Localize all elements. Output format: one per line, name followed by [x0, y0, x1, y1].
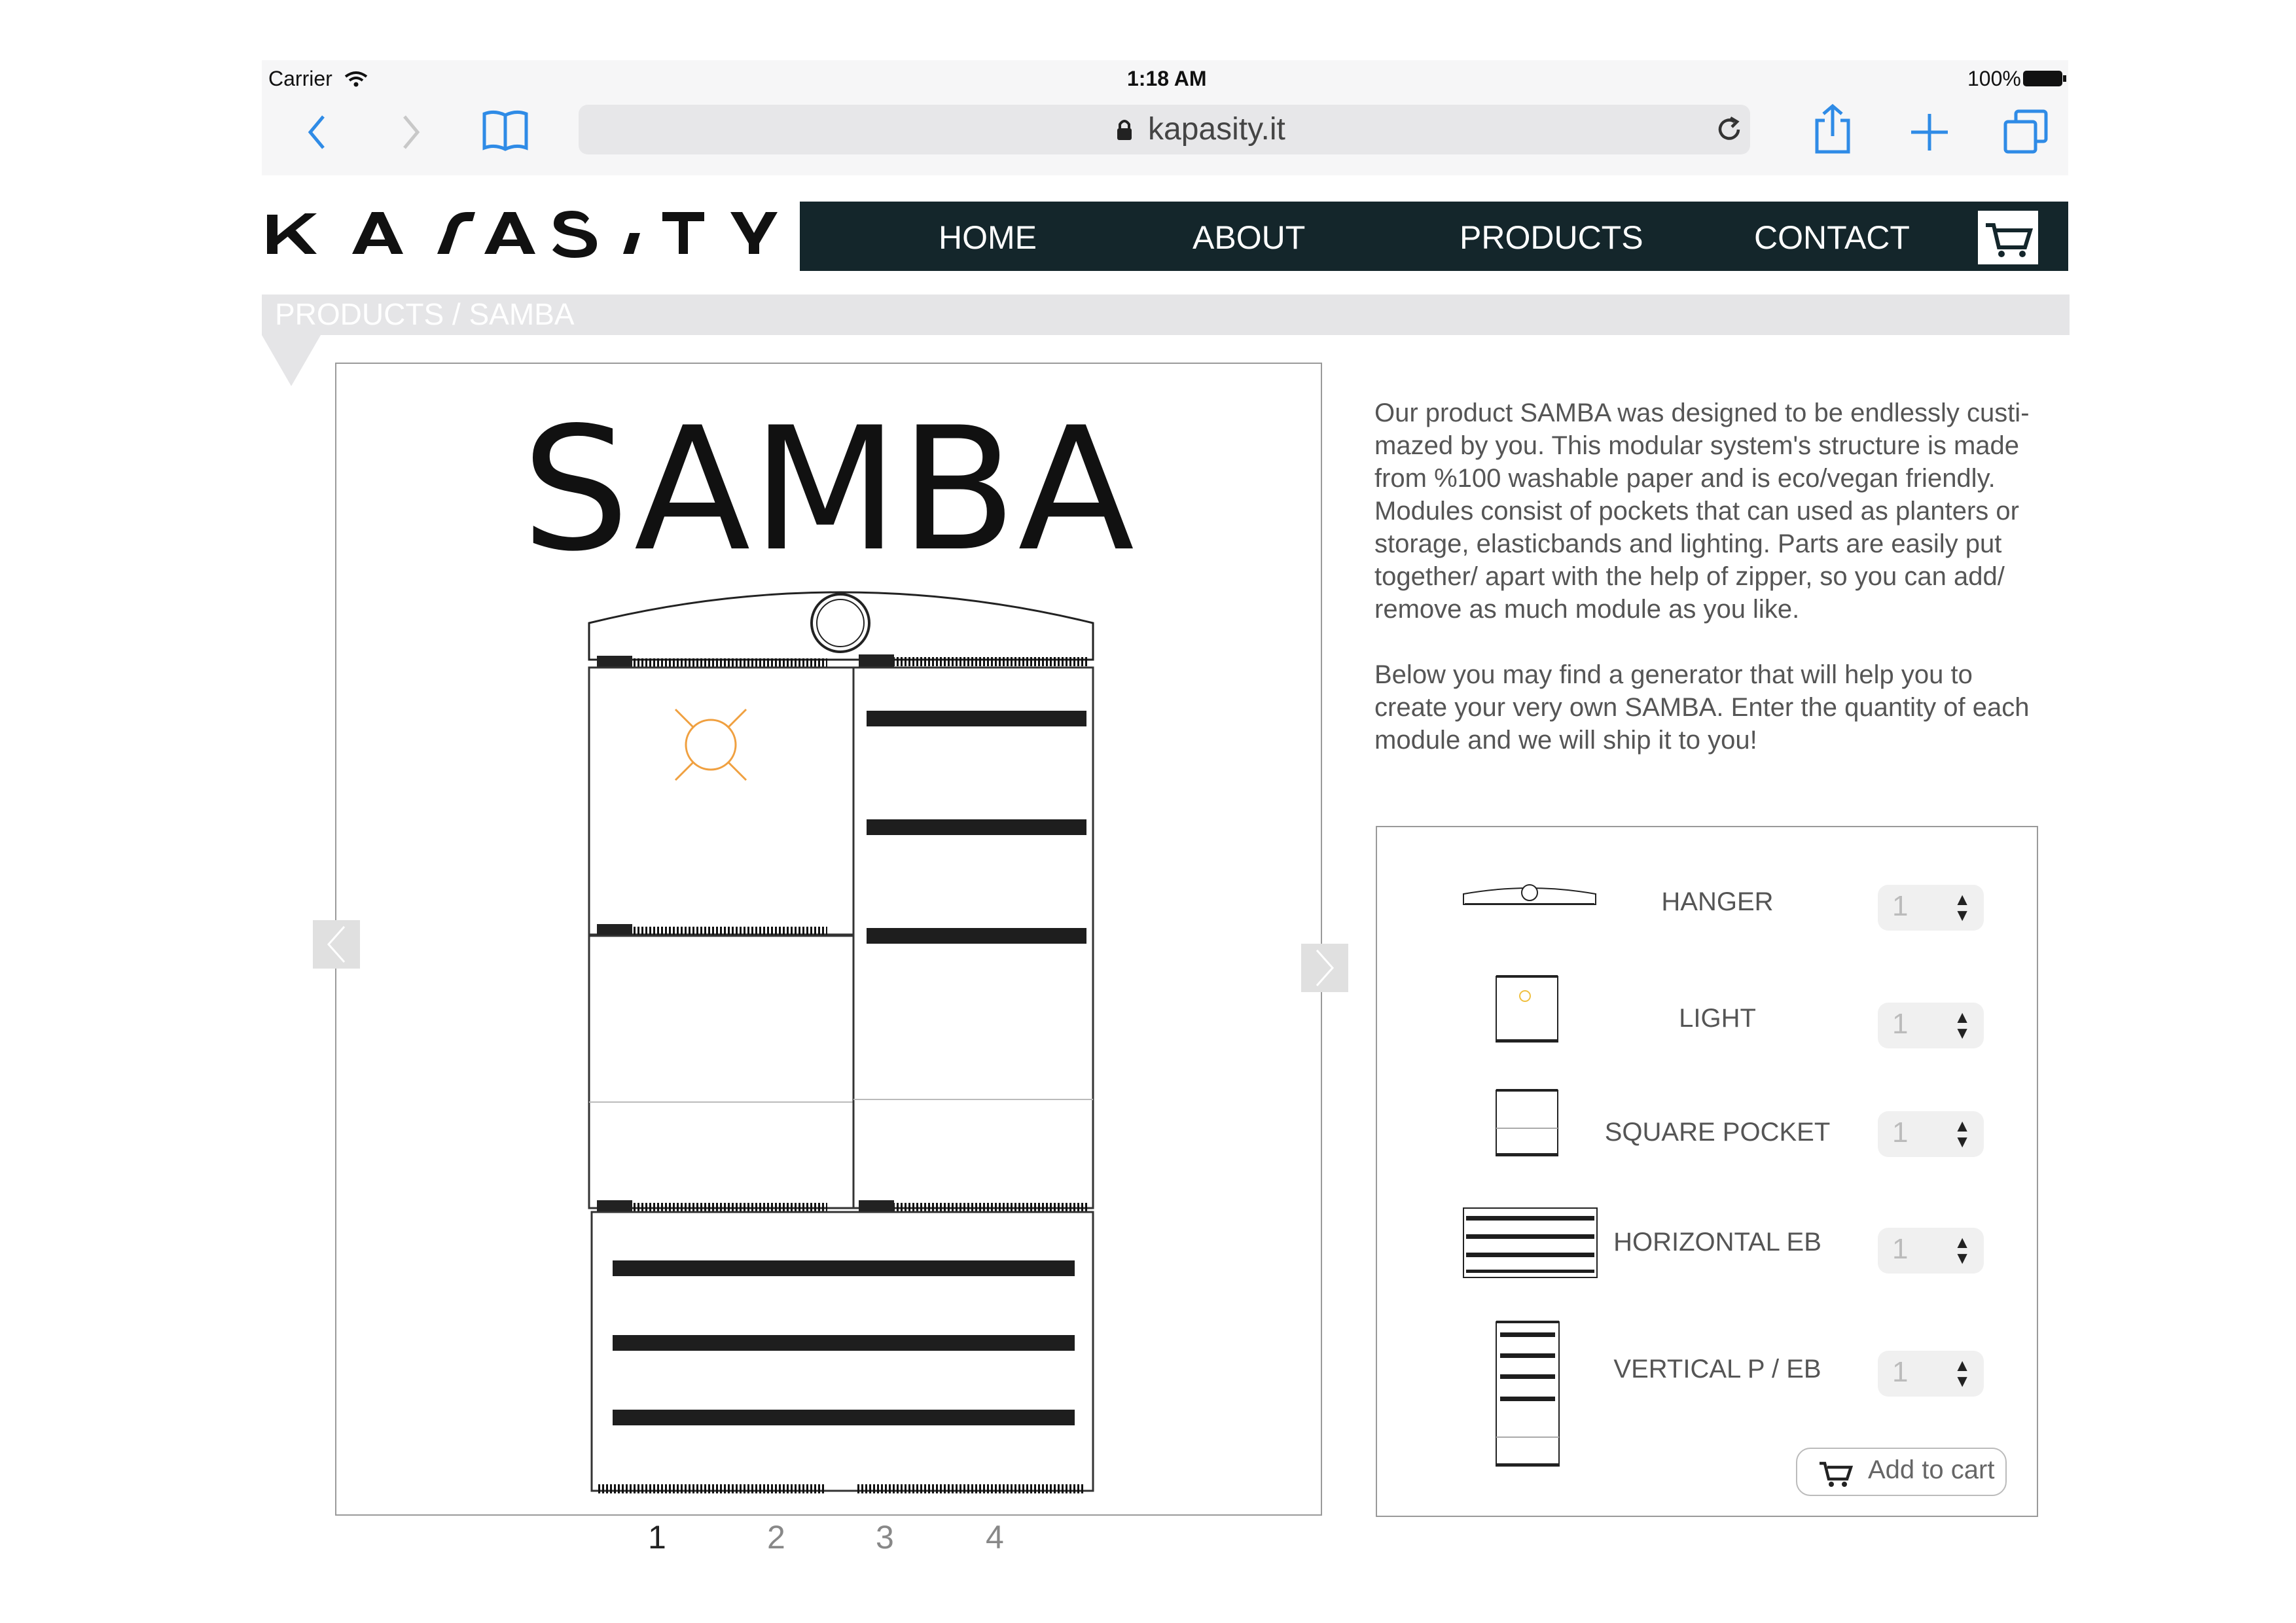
horizontal-eb-thumbnail — [1461, 1205, 1600, 1280]
main-nav — [800, 202, 2068, 271]
quantity-select-vertical-p-eb[interactable]: 1 ▲ ▼ — [1878, 1351, 1984, 1397]
logo-mark — [262, 190, 785, 262]
page-3[interactable]: 3 — [876, 1519, 894, 1556]
module-label: SQUARE POCKET — [1604, 1118, 1831, 1147]
nav-contact[interactable]: CONTACT — [1754, 219, 1910, 256]
nav-products[interactable]: PRODUCTS — [1460, 219, 1643, 256]
stepper-arrows-icon: ▲ ▼ — [1954, 1232, 1971, 1268]
breadcrumb — [262, 294, 2070, 335]
tabs-icon[interactable] — [2003, 109, 2050, 154]
page-1[interactable]: 1 — [648, 1519, 666, 1556]
clock: 1:18 AM — [1127, 67, 1207, 90]
share-icon[interactable] — [1812, 103, 1854, 154]
cart-button[interactable] — [1978, 211, 2038, 264]
chevron-left-icon — [313, 920, 360, 969]
forward-button[interactable] — [398, 113, 424, 152]
stepper-arrows-icon: ▲ ▼ — [1954, 889, 1971, 925]
new-tab-icon[interactable] — [1909, 111, 1950, 153]
chevron-right-icon — [1301, 944, 1348, 992]
module-label: VERTICAL P / EB — [1613, 1355, 1821, 1383]
quantity-select-light[interactable]: 1 ▲ ▼ — [1878, 1003, 1984, 1048]
cart-icon — [1817, 1458, 1856, 1488]
module-label: LIGHT — [1679, 1004, 1756, 1033]
breadcrumb-pointer — [262, 335, 322, 387]
prev-slide-button[interactable] — [313, 920, 360, 969]
next-slide-button[interactable] — [1301, 944, 1348, 992]
stepper-arrows-icon: ▲ ▼ — [1954, 1116, 1971, 1151]
add-to-cart-button[interactable] — [1796, 1448, 2007, 1496]
bookmarks-icon[interactable] — [482, 109, 529, 154]
module-generator — [1376, 826, 2038, 1517]
lock-icon — [1115, 118, 1134, 141]
quantity-select-horizontal-eb[interactable]: 1 ▲ ▼ — [1878, 1228, 1984, 1274]
module-label: HORIZONTAL EB — [1613, 1228, 1821, 1257]
vertical-p-eb-thumbnail — [1494, 1319, 1562, 1469]
module-label: HANGER — [1661, 887, 1774, 916]
wifi-icon — [344, 71, 368, 88]
stepper-arrows-icon: ▲ ▼ — [1954, 1007, 1971, 1043]
product-viewer — [335, 363, 1322, 1516]
quantity-select-square-pocket[interactable]: 1 ▲ ▼ — [1878, 1111, 1984, 1157]
nav-about[interactable]: ABOUT — [1193, 219, 1306, 256]
address-bar[interactable] — [579, 105, 1750, 154]
reload-icon[interactable] — [1715, 115, 1744, 144]
add-to-cart-label: Add to cart — [1868, 1455, 1995, 1484]
samba-illustration — [579, 568, 1122, 1508]
page-4[interactable]: 4 — [986, 1519, 1004, 1556]
battery-label: 100% — [1967, 67, 2021, 90]
light-thumbnail — [1494, 974, 1562, 1046]
product-title: SAMBA — [521, 391, 1136, 589]
generator-intro: Below you may find a generator that will help you to create your very own SAMBA. Enter the quantity of each module and we will ship it to you! — [1374, 660, 2030, 755]
quantity-select-hanger[interactable]: 1 ▲ ▼ — [1878, 885, 1984, 931]
product-description: Our product SAMBA was designed to be endlessly custi-mazed by you. This modular system's structure is made from %100 washable paper and is eco/vegan friendly. Modules consist of pockets that can used as planters or storage, elasticbands and lighting. Parts are easily put together/ apart with the help of zipper, so you can add/ remove as much module as you like. — [1374, 399, 2030, 624]
nav-home[interactable]: HOME — [939, 219, 1037, 256]
site-logo[interactable] — [262, 190, 785, 265]
page-2[interactable]: 2 — [767, 1519, 785, 1556]
back-button[interactable] — [304, 113, 330, 152]
square-pocket-thumbnail — [1494, 1088, 1562, 1160]
browser-chrome — [262, 60, 2068, 175]
cart-icon — [1978, 211, 2038, 264]
battery-icon — [2022, 69, 2067, 88]
breadcrumb-text: PRODUCTS / SAMBA — [275, 297, 575, 331]
stepper-arrows-icon: ▲ ▼ — [1954, 1355, 1971, 1391]
url-text: kapasity.it — [1148, 112, 1285, 147]
carrier-label: Carrier — [268, 67, 332, 90]
hanger-thumbnail — [1461, 880, 1598, 912]
